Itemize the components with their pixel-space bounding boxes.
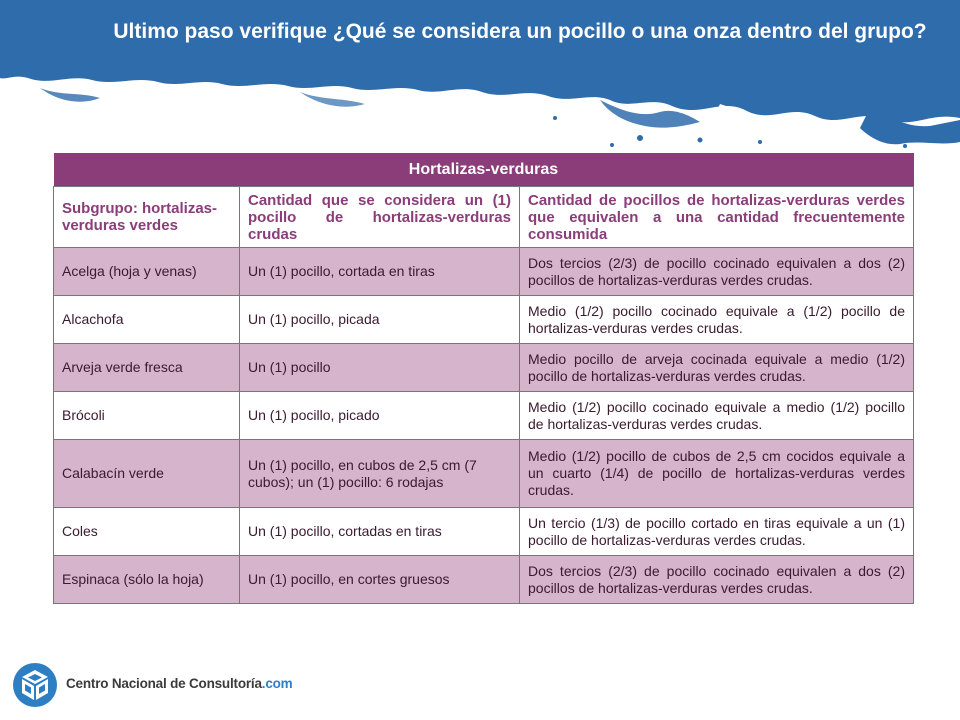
column-header-equivalence: Cantidad de pocillos de hortalizas-verduras verdes que equivalen a una cantidad frecuentemente consumida <box>520 187 914 248</box>
vegetable-name-cell: Calabacín verde <box>54 440 240 508</box>
equivalence-cell: Un tercio (1/3) de pocillo cortado en tiras equivale a un (1) pocillo de hortalizas-verduras verdes crudas. <box>520 508 914 556</box>
equivalence-cell: Medio (1/2) pocillo cocinado equivale a medio (1/2) pocillo de hortalizas-verduras verdes crudas. <box>520 392 914 440</box>
quantity-cell: Un (1) pocillo, cortadas en tiras <box>240 508 520 556</box>
equivalence-cell: Dos tercios (2/3) de pocillo cocinado equivalen a dos (2) pocillos de hortalizas-verduras verdes crudas. <box>520 248 914 296</box>
column-header-subgroup: Subgrupo: hortalizas-verduras verdes <box>54 187 240 248</box>
table-header-row <box>54 187 914 248</box>
vegetable-name-cell: Acelga (hoja y venas) <box>54 248 240 296</box>
quantity-cell: Un (1) pocillo, cortada en tiras <box>240 248 520 296</box>
logo-domain: .com <box>261 676 293 691</box>
vegetable-name-cell: Espinaca (sólo la hoja) <box>54 556 240 604</box>
cube-logo-icon <box>12 662 58 708</box>
quantity-cell: Un (1) pocillo, en cubos de 2,5 cm (7 cubos); un (1) pocillo: 6 rodajas <box>240 440 520 508</box>
vegetable-name-cell: Brócoli <box>54 392 240 440</box>
table-row <box>54 556 914 604</box>
equivalence-cell: Medio pocillo de arveja cocinada equivale a medio (1/2) pocillo de hortalizas-verduras verdes crudas. <box>520 344 914 392</box>
quantity-cell: Un (1) pocillo, en cortes gruesos <box>240 556 520 604</box>
vegetable-name-cell: Arveja verde fresca <box>54 344 240 392</box>
vegetable-name-cell: Coles <box>54 508 240 556</box>
logo-name: Centro Nacional de Consultoría <box>66 676 262 691</box>
quantity-cell: Un (1) pocillo, picado <box>240 392 520 440</box>
slide-title: Ultimo paso verifique ¿Qué se considera un pocillo o una onza dentro del grupo? <box>113 20 927 43</box>
vegetable-name-cell: Alcachofa <box>54 296 240 344</box>
table-row <box>54 296 914 344</box>
portion-table <box>53 153 914 604</box>
table-row <box>54 344 914 392</box>
equivalence-cell: Medio (1/2) pocillo cocinado equivale a (1/2) pocillo de hortalizas-verduras verdes crudas. <box>520 296 914 344</box>
logo-wordmark <box>66 676 293 691</box>
group-title: Hortalizas-verduras <box>54 153 914 187</box>
quantity-cell: Un (1) pocillo, picada <box>240 296 520 344</box>
table-row <box>54 508 914 556</box>
footer-logo <box>12 658 312 714</box>
equivalence-cell: Medio (1/2) pocillo de cubos de 2,5 cm cocidos equivale a un cuarto (1/4) de pocillo de hortalizas-verduras verdes crudas. <box>520 440 914 508</box>
table-row <box>54 440 914 508</box>
quantity-cell: Un (1) pocillo <box>240 344 520 392</box>
table-row <box>54 392 914 440</box>
column-header-quantity: Cantidad que se considera un (1) pocillo de hortalizas-verduras crudas <box>240 187 520 248</box>
equivalence-cell: Dos tercios (2/3) de pocillo cocinado equivalen a dos (2) pocillos de hortalizas-verduras verdes crudas. <box>520 556 914 604</box>
table-row <box>54 248 914 296</box>
equivalence-table <box>53 153 913 630</box>
